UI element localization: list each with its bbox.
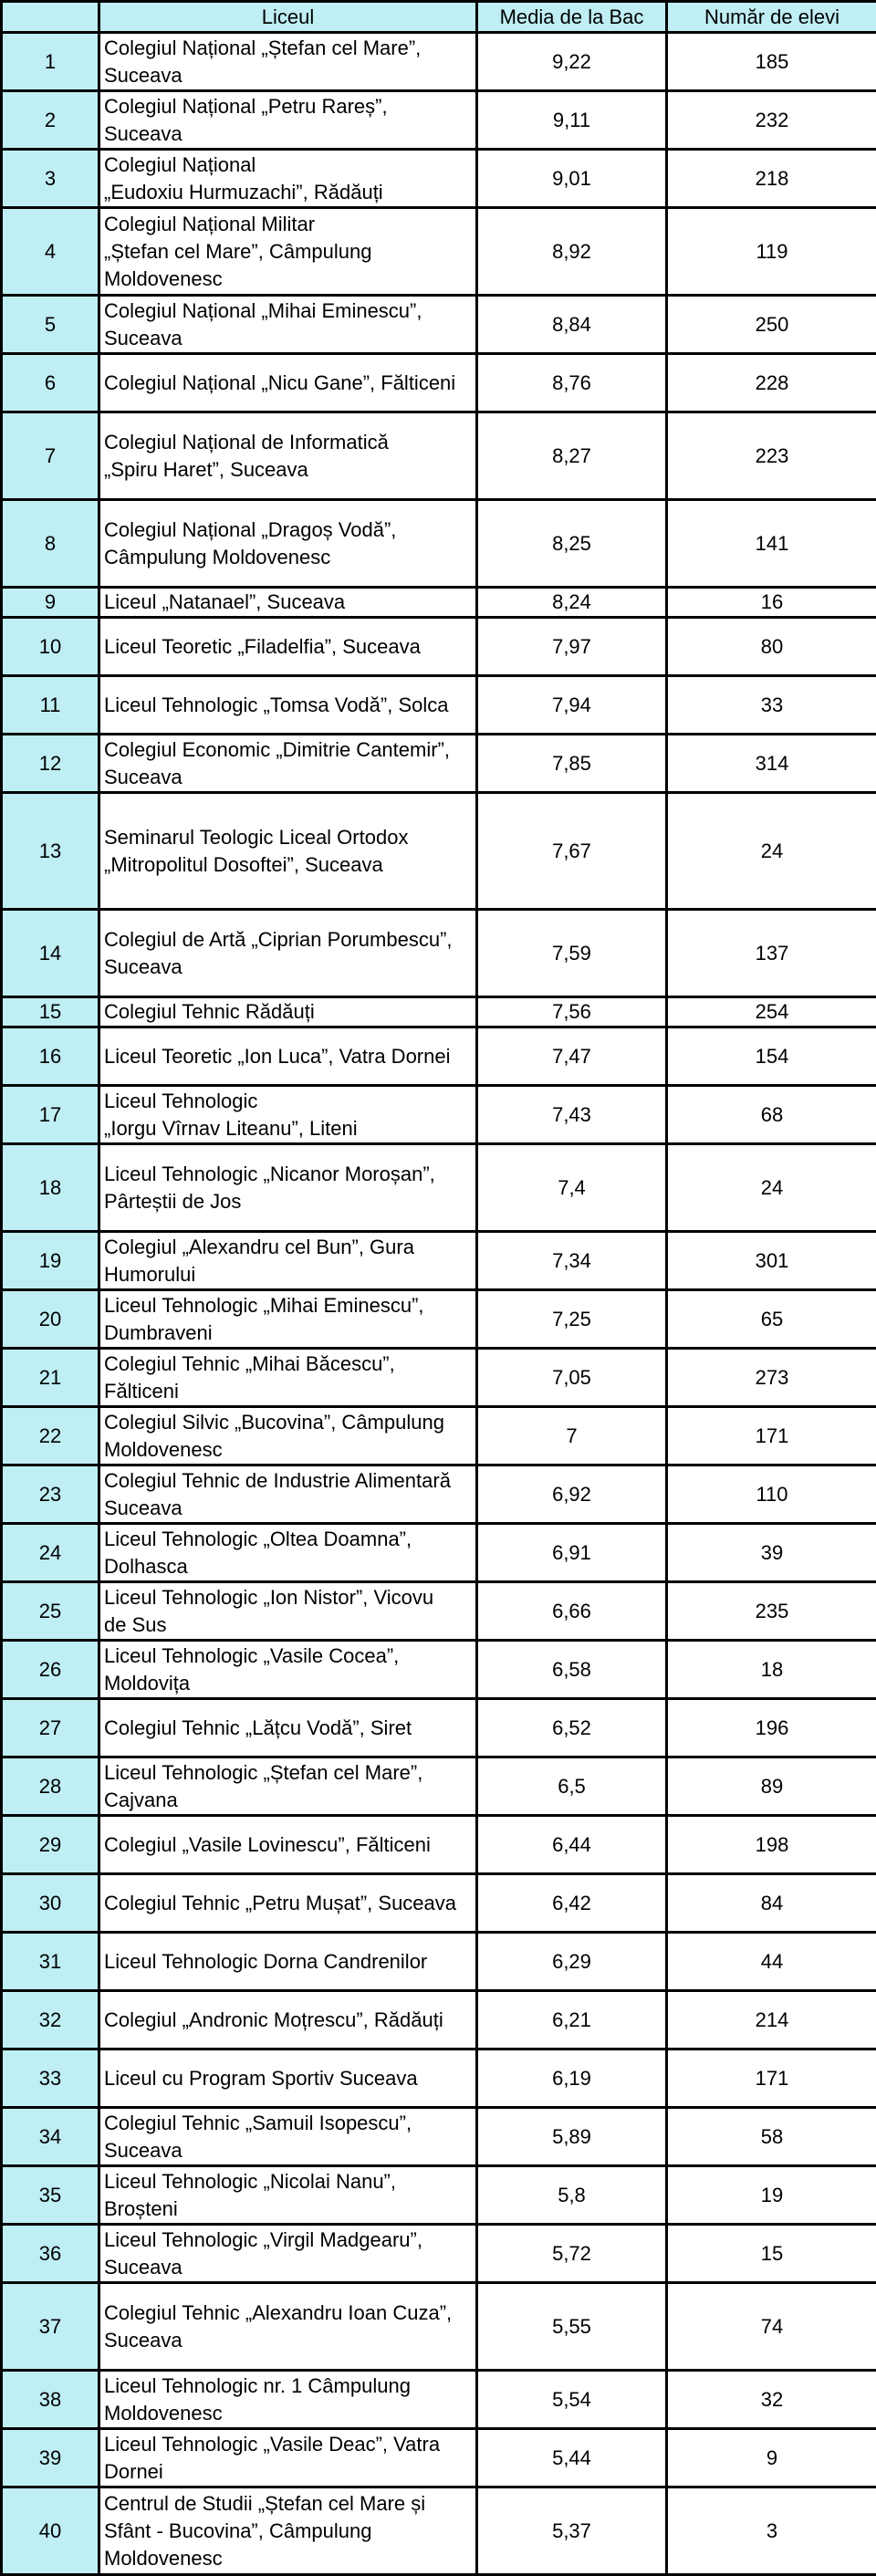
rank-cell: 24 — [2, 1524, 99, 1582]
rank-cell: 10 — [2, 618, 99, 676]
school-name-line: Moldovenesc — [104, 2400, 472, 2427]
bac-average-cell: 5,72 — [477, 2225, 667, 2283]
table-row — [2, 997, 876, 1027]
table-row — [2, 1933, 876, 1991]
table-row — [2, 1641, 876, 1699]
school-name-line: Cajvana — [104, 1787, 472, 1814]
school-name-cell — [99, 1874, 477, 1933]
table-row — [2, 793, 876, 910]
school-name-cell — [99, 33, 477, 91]
bac-average-cell: 8,27 — [477, 412, 667, 500]
student-count-cell: 84 — [667, 1874, 876, 1933]
school-name-cell — [99, 997, 477, 1027]
rank-cell: 4 — [2, 208, 99, 296]
school-name-cell — [99, 2371, 477, 2429]
rank-cell: 23 — [2, 1465, 99, 1524]
school-name-cell — [99, 1290, 477, 1349]
bac-average-cell: 6,91 — [477, 1524, 667, 1582]
bac-average-cell: 6,58 — [477, 1641, 667, 1699]
table-row — [2, 412, 876, 500]
student-count-cell: 19 — [667, 2166, 876, 2225]
student-count-cell: 65 — [667, 1290, 876, 1349]
rank-cell: 21 — [2, 1349, 99, 1407]
rank-cell: 6 — [2, 354, 99, 412]
student-count-cell: 39 — [667, 1524, 876, 1582]
bac-average-cell: 7 — [477, 1407, 667, 1465]
school-name-cell — [99, 2166, 477, 2225]
rank-cell: 30 — [2, 1874, 99, 1933]
school-name-cell — [99, 588, 477, 618]
student-count-cell: 44 — [667, 1933, 876, 1991]
school-name-line: Liceul Tehnologic „Nicolai Nanu”, — [104, 2168, 472, 2195]
school-name-line: Liceul Tehnologic „Tomsa Vodă”, Solca — [104, 692, 472, 719]
school-name-line: Liceul Tehnologic nr. 1 Câmpulung — [104, 2373, 472, 2400]
table-row — [2, 500, 876, 588]
student-count-cell: 74 — [667, 2283, 876, 2371]
bac-average-cell: 8,92 — [477, 208, 667, 296]
student-count-cell: 214 — [667, 1991, 876, 2049]
bac-average-cell: 5,89 — [477, 2108, 667, 2166]
rank-cell: 8 — [2, 500, 99, 588]
school-name-line: „Eudoxiu Hurmuzachi”, Rădăuți — [104, 179, 472, 206]
school-name-line: Liceul Tehnologic — [104, 1088, 472, 1115]
rank-cell: 39 — [2, 2429, 99, 2487]
school-name-cell — [99, 208, 477, 296]
table-row — [2, 1582, 876, 1641]
student-count-cell: 228 — [667, 354, 876, 412]
student-count-cell: 154 — [667, 1027, 876, 1086]
rank-cell: 5 — [2, 296, 99, 354]
bac-average-cell: 7,47 — [477, 1027, 667, 1086]
school-name-cell — [99, 2049, 477, 2108]
student-count-cell: 33 — [667, 676, 876, 735]
rank-cell: 14 — [2, 910, 99, 997]
school-name-cell — [99, 1816, 477, 1874]
table-row — [2, 33, 876, 91]
school-name-cell — [99, 910, 477, 997]
student-count-cell: 185 — [667, 33, 876, 91]
school-name-line: Liceul Tehnologic Dorna Candrenilor — [104, 1948, 472, 1976]
bac-average-cell: 6,44 — [477, 1816, 667, 1874]
student-count-cell: 24 — [667, 793, 876, 910]
bac-average-cell: 5,44 — [477, 2429, 667, 2487]
table-row — [2, 1699, 876, 1757]
bac-average-cell: 6,21 — [477, 1991, 667, 2049]
header-school: Liceul — [99, 2, 477, 33]
student-count-cell: 273 — [667, 1349, 876, 1407]
table-row — [2, 208, 876, 296]
bac-average-cell: 9,11 — [477, 91, 667, 150]
table-row — [2, 735, 876, 793]
table-row — [2, 91, 876, 150]
table-row — [2, 588, 876, 618]
bac-average-cell: 9,22 — [477, 33, 667, 91]
school-name-line: Colegiul Tehnic „Petru Mușat”, Suceava — [104, 1890, 472, 1917]
student-count-cell: 171 — [667, 2049, 876, 2108]
rank-cell: 11 — [2, 676, 99, 735]
student-count-cell: 223 — [667, 412, 876, 500]
table-row — [2, 1144, 876, 1232]
school-name-cell — [99, 296, 477, 354]
table-row — [2, 1232, 876, 1290]
student-count-cell: 15 — [667, 2225, 876, 2283]
bac-average-cell: 6,92 — [477, 1465, 667, 1524]
bac-average-cell: 6,66 — [477, 1582, 667, 1641]
table-row — [2, 2166, 876, 2225]
school-name-line: Colegiul Național „Petru Rareș”, — [104, 93, 472, 120]
rank-cell: 26 — [2, 1641, 99, 1699]
rank-cell: 36 — [2, 2225, 99, 2283]
school-name-line: Liceul Tehnologic „Virgil Madgearu”, — [104, 2227, 472, 2254]
rank-cell: 29 — [2, 1816, 99, 1874]
student-count-cell: 119 — [667, 208, 876, 296]
header-bac-average: Media de la Bac — [477, 2, 667, 33]
school-name-line: Centrul de Studii „Ștefan cel Mare și — [104, 2490, 472, 2518]
table-row — [2, 2371, 876, 2429]
school-name-cell — [99, 618, 477, 676]
rank-cell: 17 — [2, 1086, 99, 1144]
table-row — [2, 150, 876, 208]
school-name-cell — [99, 1933, 477, 1991]
school-name-line: Broșteni — [104, 2195, 472, 2223]
school-name-line: „Ștefan cel Mare”, Câmpulung — [104, 238, 472, 266]
student-count-cell: 32 — [667, 2371, 876, 2429]
table-row — [2, 354, 876, 412]
school-name-line: Câmpulung Moldovenesc — [104, 544, 472, 571]
school-name-line: Suceava — [104, 2137, 472, 2164]
bac-average-cell: 5,8 — [477, 2166, 667, 2225]
table-row — [2, 2049, 876, 2108]
student-count-cell: 80 — [667, 618, 876, 676]
school-name-line: Colegiul Național „Nicu Gane”, Fălticeni — [104, 370, 472, 397]
school-name-cell — [99, 1699, 477, 1757]
bac-average-cell: 7,94 — [477, 676, 667, 735]
table-row — [2, 2429, 876, 2487]
bac-average-cell: 9,01 — [477, 150, 667, 208]
table-row — [2, 1349, 876, 1407]
student-count-cell: 24 — [667, 1144, 876, 1232]
school-name-line: Suceava — [104, 1495, 472, 1522]
bac-average-cell: 5,54 — [477, 2371, 667, 2429]
rank-cell: 27 — [2, 1699, 99, 1757]
rank-cell: 19 — [2, 1232, 99, 1290]
school-name-cell — [99, 1027, 477, 1086]
table-row — [2, 1874, 876, 1933]
school-name-line: Colegiul Național Militar — [104, 211, 472, 238]
school-name-line: Colegiul Național — [104, 151, 472, 179]
bac-average-cell: 6,42 — [477, 1874, 667, 1933]
school-name-line: Liceul Teoretic „Ion Luca”, Vatra Dornei — [104, 1043, 472, 1070]
bac-average-cell: 8,24 — [477, 588, 667, 618]
rank-cell: 32 — [2, 1991, 99, 2049]
school-name-cell — [99, 1349, 477, 1407]
school-name-line: Colegiul Național „Mihai Eminescu”, — [104, 297, 472, 325]
student-count-cell: 68 — [667, 1086, 876, 1144]
school-name-line: Dumbraveni — [104, 1319, 472, 1347]
student-count-cell: 218 — [667, 150, 876, 208]
school-name-line: Moldovenesc — [104, 266, 472, 293]
rank-cell: 25 — [2, 1582, 99, 1641]
bac-average-cell: 7,25 — [477, 1290, 667, 1349]
school-name-line: „Spiru Haret”, Suceava — [104, 456, 472, 484]
school-name-line: Colegiul Tehnic „Lățcu Vodă”, Siret — [104, 1715, 472, 1742]
table-row — [2, 1524, 876, 1582]
table-row — [2, 1757, 876, 1816]
bac-average-cell: 7,34 — [477, 1232, 667, 1290]
school-name-cell — [99, 1465, 477, 1524]
bac-average-cell: 6,5 — [477, 1757, 667, 1816]
rank-cell: 12 — [2, 735, 99, 793]
rank-cell: 7 — [2, 412, 99, 500]
table-body — [2, 33, 876, 2575]
student-count-cell: 314 — [667, 735, 876, 793]
school-name-line: Liceul Tehnologic „Mihai Eminescu”, — [104, 1292, 472, 1319]
school-name-line: Colegiul Tehnic „Samuil Isopescu”, — [104, 2110, 472, 2137]
school-name-line: Colegiul Tehnic „Mihai Băcescu”, — [104, 1351, 472, 1378]
school-name-line: Suceava — [104, 954, 472, 981]
header-student-count: Număr de elevi — [667, 2, 876, 33]
table-row — [2, 1991, 876, 2049]
school-name-cell — [99, 1144, 477, 1232]
school-name-line: Suceava — [104, 120, 472, 148]
bac-average-cell: 7,05 — [477, 1349, 667, 1407]
school-name-line: Liceul Teoretic „Filadelfia”, Suceava — [104, 633, 472, 661]
bac-average-cell: 6,19 — [477, 2049, 667, 2108]
school-name-cell — [99, 1991, 477, 2049]
bac-average-cell: 5,37 — [477, 2487, 667, 2575]
rank-cell: 40 — [2, 2487, 99, 2575]
bac-average-cell: 5,55 — [477, 2283, 667, 2371]
table-row — [2, 1407, 876, 1465]
rank-cell: 3 — [2, 150, 99, 208]
school-name-cell — [99, 1232, 477, 1290]
student-count-cell: 137 — [667, 910, 876, 997]
school-name-cell — [99, 150, 477, 208]
rank-cell: 35 — [2, 2166, 99, 2225]
school-name-line: Colegiul Național „Dragoș Vodă”, — [104, 516, 472, 544]
student-count-cell: 250 — [667, 296, 876, 354]
rank-cell: 22 — [2, 1407, 99, 1465]
rank-cell: 33 — [2, 2049, 99, 2108]
school-name-cell — [99, 412, 477, 500]
table-row — [2, 2487, 876, 2575]
school-name-line: Moldovenesc — [104, 1436, 472, 1464]
school-name-line: Suceava — [104, 764, 472, 791]
school-name-line: Colegiul Național „Ștefan cel Mare”, — [104, 35, 472, 62]
school-name-line: Suceava — [104, 62, 472, 89]
school-name-line: Colegiul Tehnic de Industrie Alimentară — [104, 1467, 472, 1495]
school-name-line: Colegiul Economic „Dimitrie Cantemir”, — [104, 736, 472, 764]
student-count-cell: 89 — [667, 1757, 876, 1816]
school-name-line: „Mitropolitul Dosoftei”, Suceava — [104, 851, 472, 879]
school-name-cell — [99, 1524, 477, 1582]
school-name-line: Suceava — [104, 325, 472, 352]
student-count-cell: 196 — [667, 1699, 876, 1757]
rank-cell: 28 — [2, 1757, 99, 1816]
table-row — [2, 2225, 876, 2283]
school-name-cell — [99, 2283, 477, 2371]
school-name-line: Colegiul Național de Informatică — [104, 429, 472, 456]
rank-cell: 16 — [2, 1027, 99, 1086]
bac-average-cell: 8,25 — [477, 500, 667, 588]
table-row — [2, 676, 876, 735]
school-name-line: Liceul Tehnologic „Ștefan cel Mare”, — [104, 1759, 472, 1787]
school-name-cell — [99, 500, 477, 588]
school-name-cell — [99, 1407, 477, 1465]
bac-average-cell: 7,85 — [477, 735, 667, 793]
school-name-cell — [99, 2108, 477, 2166]
student-count-cell: 9 — [667, 2429, 876, 2487]
school-name-line: Dolhasca — [104, 1553, 472, 1580]
table-row — [2, 1290, 876, 1349]
student-count-cell: 235 — [667, 1582, 876, 1641]
student-count-cell: 171 — [667, 1407, 876, 1465]
student-count-cell: 198 — [667, 1816, 876, 1874]
school-name-cell — [99, 2225, 477, 2283]
rank-cell: 18 — [2, 1144, 99, 1232]
school-name-line: Fălticeni — [104, 1378, 472, 1405]
table-row — [2, 910, 876, 997]
bac-average-cell: 6,52 — [477, 1699, 667, 1757]
school-name-cell — [99, 1641, 477, 1699]
student-count-cell: 141 — [667, 500, 876, 588]
school-name-line: „Iorgu Vîrnav Liteanu”, Liteni — [104, 1115, 472, 1142]
rank-cell: 38 — [2, 2371, 99, 2429]
school-name-cell — [99, 2429, 477, 2487]
table-header-row — [2, 2, 876, 33]
rank-cell: 31 — [2, 1933, 99, 1991]
student-count-cell: 3 — [667, 2487, 876, 2575]
school-name-cell — [99, 1757, 477, 1816]
school-name-cell — [99, 676, 477, 735]
school-name-line: Moldovenesc — [104, 2545, 472, 2572]
school-name-line: Sfânt - Bucovina”, Câmpulung — [104, 2518, 472, 2545]
school-name-line: Seminarul Teologic Liceal Ortodox — [104, 824, 472, 851]
bac-average-cell: 7,97 — [477, 618, 667, 676]
school-name-line: Dornei — [104, 2458, 472, 2486]
school-name-line: Colegiul Tehnic Rădăuți — [104, 998, 472, 1026]
school-name-line: Colegiul „Vasile Lovinescu”, Fălticeni — [104, 1831, 472, 1859]
rank-cell: 15 — [2, 997, 99, 1027]
table-row — [2, 618, 876, 676]
school-name-line: Colegiul „Alexandru cel Bun”, Gura — [104, 1234, 472, 1261]
school-name-line: Colegiul Silvic „Bucovina”, Câmpulung — [104, 1409, 472, 1436]
school-name-line: Liceul Tehnologic „Vasile Deac”, Vatra — [104, 2431, 472, 2458]
school-name-line: Humorului — [104, 1261, 472, 1288]
school-name-cell — [99, 793, 477, 910]
rank-cell: 34 — [2, 2108, 99, 2166]
student-count-cell: 232 — [667, 91, 876, 150]
school-name-line: Colegiul Tehnic „Alexandru Ioan Cuza”, — [104, 2300, 472, 2327]
student-count-cell: 301 — [667, 1232, 876, 1290]
bac-average-cell: 7,56 — [477, 997, 667, 1027]
school-name-line: Moldovița — [104, 1670, 472, 1697]
bac-average-cell: 7,43 — [477, 1086, 667, 1144]
table-row — [2, 1816, 876, 1874]
school-name-line: Liceul cu Program Sportiv Suceava — [104, 2065, 472, 2092]
school-name-cell — [99, 91, 477, 150]
school-name-line: Liceul Tehnologic „Nicanor Moroșan”, — [104, 1161, 472, 1188]
table-row — [2, 1027, 876, 1086]
school-name-line: Liceul Tehnologic „Oltea Doamna”, — [104, 1526, 472, 1553]
rank-cell: 20 — [2, 1290, 99, 1349]
bac-average-cell: 7,4 — [477, 1144, 667, 1232]
school-name-line: Suceava — [104, 2327, 472, 2354]
school-name-line: de Sus — [104, 1611, 472, 1639]
student-count-cell: 18 — [667, 1641, 876, 1699]
rank-cell: 1 — [2, 33, 99, 91]
student-count-cell: 58 — [667, 2108, 876, 2166]
header-rank — [2, 2, 99, 33]
bac-average-cell: 7,59 — [477, 910, 667, 997]
school-name-cell — [99, 354, 477, 412]
rank-cell: 2 — [2, 91, 99, 150]
table-row — [2, 296, 876, 354]
bac-average-cell: 6,29 — [477, 1933, 667, 1991]
school-name-line: Suceava — [104, 2254, 472, 2281]
bac-average-cell: 8,76 — [477, 354, 667, 412]
school-name-cell — [99, 1086, 477, 1144]
student-count-cell: 110 — [667, 1465, 876, 1524]
rank-cell: 13 — [2, 793, 99, 910]
school-name-line: Liceul Tehnologic „Ion Nistor”, Vicovu — [104, 1584, 472, 1611]
table-row — [2, 1086, 876, 1144]
bac-average-cell: 7,67 — [477, 793, 667, 910]
table-row — [2, 1465, 876, 1524]
school-name-cell — [99, 735, 477, 793]
student-count-cell: 16 — [667, 588, 876, 618]
table-row — [2, 2108, 876, 2166]
school-name-line: Colegiul „Andronic Moțrescu”, Rădăuți — [104, 2007, 472, 2034]
school-name-cell — [99, 1582, 477, 1641]
school-name-line: Liceul Tehnologic „Vasile Cocea”, — [104, 1643, 472, 1670]
school-name-line: Pârteștii de Jos — [104, 1188, 472, 1215]
school-name-line: Colegiul de Artă „Ciprian Porumbescu”, — [104, 926, 472, 954]
school-name-cell — [99, 2487, 477, 2575]
student-count-cell: 254 — [667, 997, 876, 1027]
bac-average-cell: 8,84 — [477, 296, 667, 354]
table-row — [2, 2283, 876, 2371]
rank-cell: 9 — [2, 588, 99, 618]
school-name-line: Liceul „Natanael”, Suceava — [104, 589, 472, 616]
rank-cell: 37 — [2, 2283, 99, 2371]
